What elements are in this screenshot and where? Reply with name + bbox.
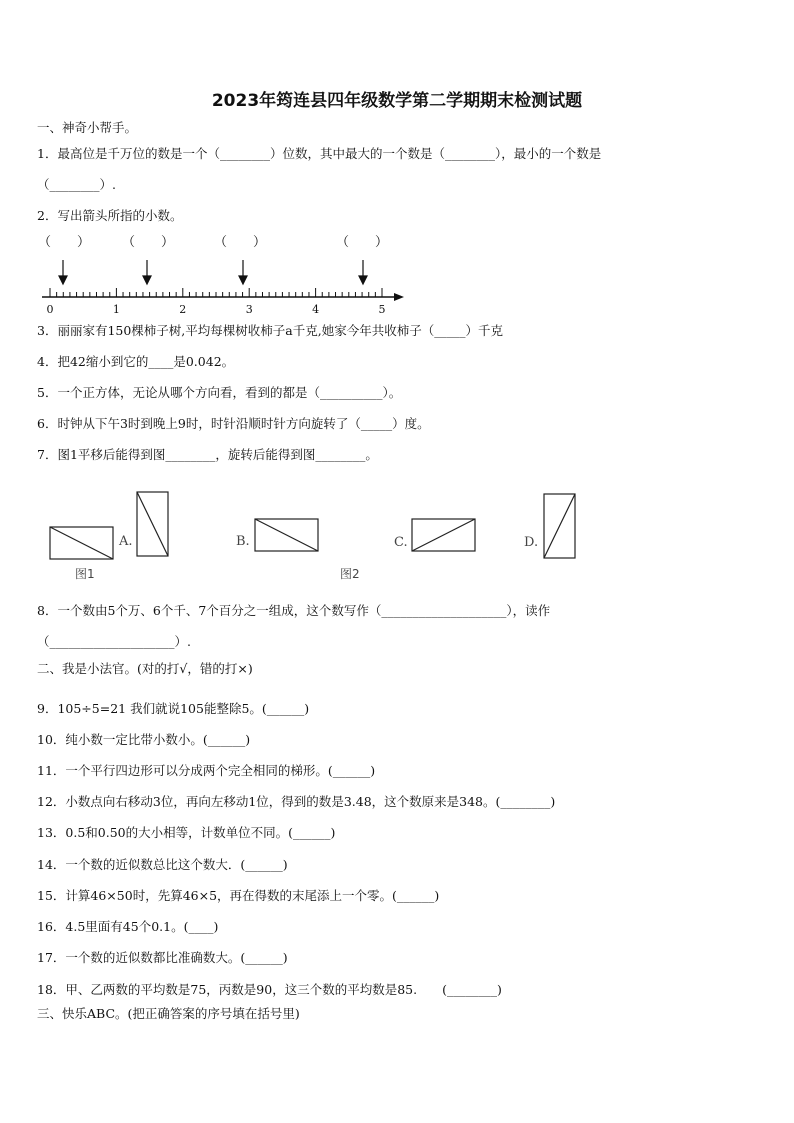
tick-label: 4 — [312, 303, 320, 316]
tick-label: 5 — [378, 303, 386, 316]
tick-label: 2 — [179, 303, 187, 316]
question-18: 18．甲、乙两数的平均数是75，丙数是90，这三个数的平均数是85. (________) — [37, 982, 502, 997]
page-title: 2023年筠连县四年级数学第二学期期末检测试题 — [211, 91, 583, 111]
answer-bracket-4: （ ） — [336, 235, 389, 250]
question-9: 9．105÷5=21 我们就说105能整除5。(______) — [37, 701, 310, 716]
tick-label: 1 — [112, 303, 120, 316]
answer-bracket-3: （ ） — [214, 235, 267, 250]
question-17: 17．一个数的近似数都比准确数大。(______) — [37, 950, 288, 965]
tick-label: 3 — [245, 303, 253, 316]
answer-bracket-2: （ ） — [122, 235, 175, 250]
option-c-label: C. — [394, 535, 408, 550]
figure-1-diagonal — [50, 527, 113, 559]
question-10: 10．纯小数一定比带小数小。(______) — [37, 732, 251, 747]
option-d-diagonal — [544, 494, 575, 558]
question-16: 16．4.5里面有45个0.1。(____) — [37, 919, 219, 934]
answer-bracket-1: （ ） — [38, 235, 91, 250]
question-2: 2．写出箭头所指的小数。 — [37, 208, 183, 223]
question-6: 6．时钟从下午3时到晚上9时，时针沿顺时针方向旋转了（_____）度。 — [37, 416, 430, 431]
question-11: 11．一个平行四边形可以分成两个完全相同的梯形。(______) — [37, 763, 376, 778]
number-line-figure — [38, 232, 408, 322]
question-1-line-1: 1．最高位是千万位的数是一个（________）位数，其中最大的一个数是（________），最小的一个数是 — [37, 146, 602, 161]
section-1-heading: 一、神奇小帮手。 — [37, 120, 138, 135]
question-8-line-2: （____________________）. — [37, 634, 191, 649]
arrow-2-head — [143, 276, 151, 284]
option-a-label: A. — [119, 534, 133, 549]
question-8-line-1: 8．一个数由5个万、6个千、7个百分之一组成，这个数写作（____________________），读作 — [37, 603, 551, 618]
arrow-3-head — [239, 276, 247, 284]
section-2-heading: 二、我是小法官。(对的打√，错的打×) — [37, 661, 253, 676]
question-3: 3．丽丽家有150棵柿子树,平均每棵树收柿子a千克,她家今年共收柿子（_____）千克 — [37, 323, 503, 338]
axis-arrow-head — [394, 293, 404, 301]
axis-tick-labels — [47, 303, 386, 316]
arrow-1-head — [59, 276, 67, 284]
figure-2-caption: 图2 — [340, 567, 360, 581]
option-a-diagonal — [137, 492, 168, 556]
question-12: 12．小数点向右移动3位，再向左移动1位，得到的数是3.48，这个数原来是348。(________) — [37, 794, 556, 809]
translation-rotation-figures — [40, 485, 600, 585]
option-c-diagonal — [412, 519, 475, 551]
section-3-heading: 三、快乐ABC。(把正确答案的序号填在括号里) — [37, 1006, 300, 1021]
option-b-diagonal — [255, 519, 318, 551]
question-4: 4．把42缩小到它的____是0.042。 — [37, 354, 235, 369]
question-1-line-2: （________）. — [37, 177, 116, 192]
arrow-4-head — [359, 276, 367, 284]
question-14: 14．一个数的近似数总比这个数大．(______) — [37, 857, 288, 872]
option-b-label: B. — [236, 534, 250, 549]
axis-ticks — [50, 288, 382, 297]
question-15: 15．计算46×50时，先算46×5，再在得数的末尾添上一个零。(______) — [37, 888, 440, 903]
question-5: 5．一个正方体，无论从哪个方向看，看到的都是（__________）。 — [37, 385, 402, 400]
figure-1-caption: 图1 — [75, 567, 95, 581]
question-7: 7．图1平移后能得到图________，旋转后能得到图________。 — [37, 447, 378, 462]
question-13: 13．0.5和0.50的大小相等，计数单位不同。(______) — [37, 825, 336, 840]
tick-label: 0 — [46, 303, 54, 316]
option-d-label: D. — [524, 535, 539, 550]
